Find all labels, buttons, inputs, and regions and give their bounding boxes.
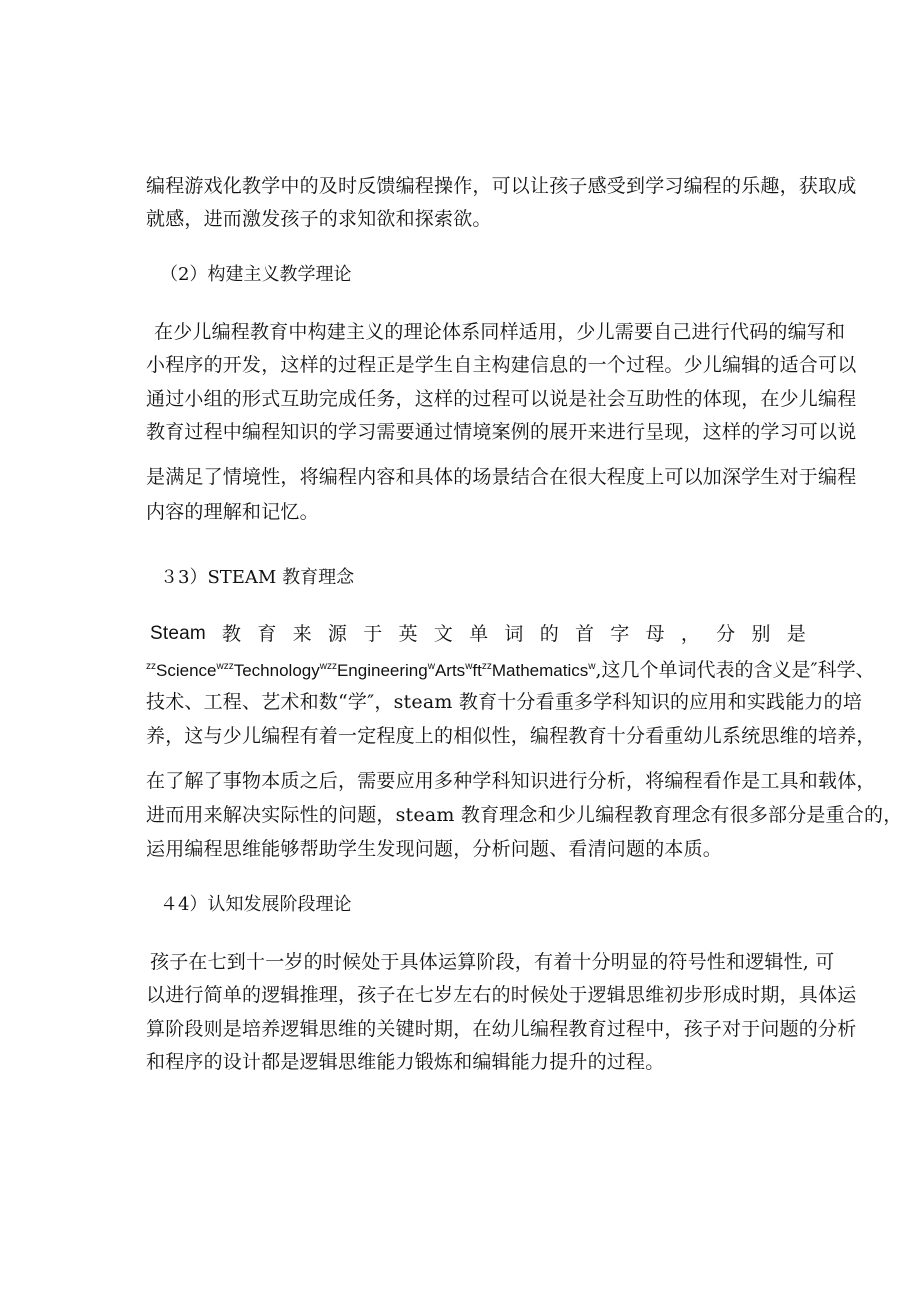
paragraph-3-line-2 xyxy=(146,655,875,683)
paragraph-3-line-3: 技术、工程、艺术和数“学″，steam 教育十分看重多学科知识的应用和实践能力的培 xyxy=(146,691,863,713)
paragraph-2-line-4: 教育过程中编程知识的学习需要通过情境案例的展开来进行呈现，这样的学习可以说 xyxy=(146,421,857,443)
word: 英 xyxy=(398,623,418,645)
section-heading-3-text: ３3）STEAM 教育理念 xyxy=(160,567,355,588)
word: 育 xyxy=(257,623,277,645)
paragraph-3-line-1 xyxy=(150,622,806,646)
paragraph-3-line-4: 养，这与少儿编程有着一定程度上的相似性，编程教育十分看重幼儿系统思维的培养， xyxy=(146,725,876,747)
line-rest: ,这几个单词代表的含义是″科学、 xyxy=(595,659,875,681)
paragraph-2-line-3: 通过小组的形式互助完成任务，这样的过程可以说是社会互助性的体现，在少儿编程 xyxy=(146,388,857,410)
word: 源 xyxy=(327,623,348,645)
quote-mark: zz xyxy=(481,661,492,672)
paragraph-4-line-1: 孩子在七到十一岁的时候处于具体运算阶段，有着十分明显的符号性和逻辑性, 可 xyxy=(150,951,835,973)
word: 是 xyxy=(786,623,806,645)
paragraph-4-line-3: 算阶段则是培养逻辑思维的关键时期，在幼儿编程教育过程中，孩子对于问题的分析 xyxy=(146,1018,857,1040)
word: 母 xyxy=(645,623,665,645)
term-arts: Arts xyxy=(434,661,466,680)
word: 来 xyxy=(292,623,312,645)
paragraph-3-line-7: 运用编程思维能够帮助学生发现问题，分析问题、看清问题的本质。 xyxy=(146,838,723,860)
paragraph-2-line-5: 是满足了情境性，将编程内容和具体的场景结合在很大程度上可以加深学生对于编程 xyxy=(146,466,857,488)
paragraph-2-line-2: 小程序的开发，这样的过程正是学生自主构建信息的一个过程。少儿编辑的适合可以 xyxy=(146,354,857,376)
word: 字 xyxy=(610,623,630,645)
paragraph-2-line-6: 内容的理解和记忆。 xyxy=(146,501,319,523)
word: 别 xyxy=(751,623,771,645)
word: ， xyxy=(680,623,701,645)
word: 文 xyxy=(433,623,453,645)
word: 单 xyxy=(469,623,489,645)
term-ft: ft xyxy=(472,661,482,680)
quote-mark: wzz xyxy=(216,661,234,672)
term-engineering: Engineering xyxy=(336,661,428,680)
quote-mark: zz xyxy=(146,661,156,672)
word: 分 xyxy=(716,623,736,645)
paragraph-1-line-1: 编程游戏化教学中的及时反馈编程操作，可以让孩子感受到学习编程的乐趣，获取成 xyxy=(146,175,857,197)
section-heading-4: ４4）认知发展阶段理论 xyxy=(160,894,352,915)
paragraph-2-line-1: 在少儿编程教育中构建主义的理论体系同样适用，少儿需要自己进行代码的编写和 xyxy=(154,321,846,343)
word: 教 xyxy=(222,623,242,645)
term-technology: Technology xyxy=(233,661,320,680)
word: 首 xyxy=(574,623,595,645)
paragraph-4-line-2: 以进行简单的逻辑推理，孩子在七岁左右的时候处于逻辑思维初步形成时期，具体运 xyxy=(146,984,857,1006)
term-mathematics: Mathematics xyxy=(491,661,589,680)
quote-mark: w xyxy=(588,661,596,672)
quote-mark: wzz xyxy=(319,661,337,672)
word: 词 xyxy=(504,623,524,645)
word: 的 xyxy=(539,623,559,645)
section-heading-3 xyxy=(160,566,354,590)
quote-mark: w xyxy=(465,661,473,672)
word: 于 xyxy=(363,623,383,645)
word: Steam xyxy=(150,623,206,644)
paragraph-3-line-6: 进而用来解决实际性的问题，steam 教育理念和少儿编程教育理念有很多部分是重合的， xyxy=(146,804,903,826)
quote-mark: w xyxy=(427,661,435,672)
paragraph-3-line-5: 在了解了事物本质之后，需要应用多种学科知识进行分析，将编程看作是工具和载体， xyxy=(146,770,876,792)
term-science: Science xyxy=(156,661,217,680)
paragraph-4-line-4: 和程序的设计都是逻辑思维能力锻炼和编辑能力提升的过程。 xyxy=(146,1051,665,1073)
section-heading-2: （2）构建主义教学理论 xyxy=(160,264,352,285)
paragraph-1-line-2: 就感，进而激发孩子的求知欲和探索欲。 xyxy=(146,208,492,230)
